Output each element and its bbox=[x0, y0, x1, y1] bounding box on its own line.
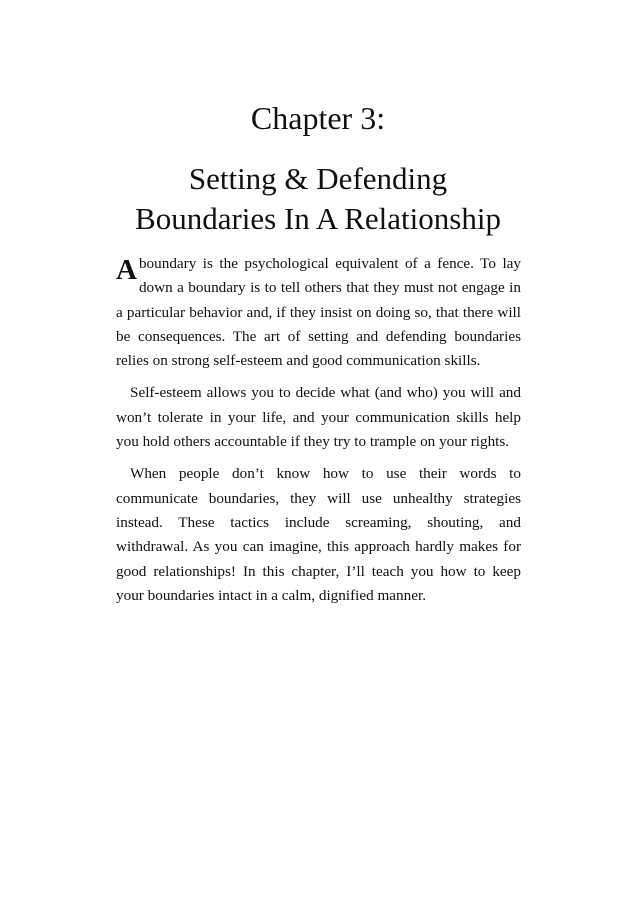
chapter-title-line-2: Boundaries In A Relationship bbox=[135, 201, 501, 236]
chapter-body bbox=[116, 252, 521, 616]
paragraph-3: When people don’t know how to use their words to communicate boundaries, they will use unhealthy strategies instead. These tactics include screaming, shouting, and withdrawal. As you can imagine, this approach hardly makes for good relationships! In this chapter, I’ll teach you how to keep your boundaries intact in a calm, dignified manner. bbox=[116, 465, 521, 604]
paragraph-2: Self-esteem allows you to decide what (and who) you will and won’t tolerate in your life, and your communication skills help you hold others accountable if they try to trample on your rights. bbox=[116, 384, 521, 451]
drop-cap: A bbox=[116, 254, 137, 286]
chapter-title-line-1: Setting & Defending bbox=[188, 161, 448, 196]
chapter-title bbox=[0, 159, 636, 239]
paragraph-1-text: boundary is the psychological equivalent of a fence. To lay down a boundary is to tell others that they must not engage in a particular behavior and, if they insist on doing so, that there will be consequences. The art of setting and defending boundaries relies on strong self-esteem and good communication skills. bbox=[116, 255, 521, 370]
paragraph-1 bbox=[116, 252, 521, 373]
chapter-number: Chapter 3: bbox=[250, 100, 386, 136]
